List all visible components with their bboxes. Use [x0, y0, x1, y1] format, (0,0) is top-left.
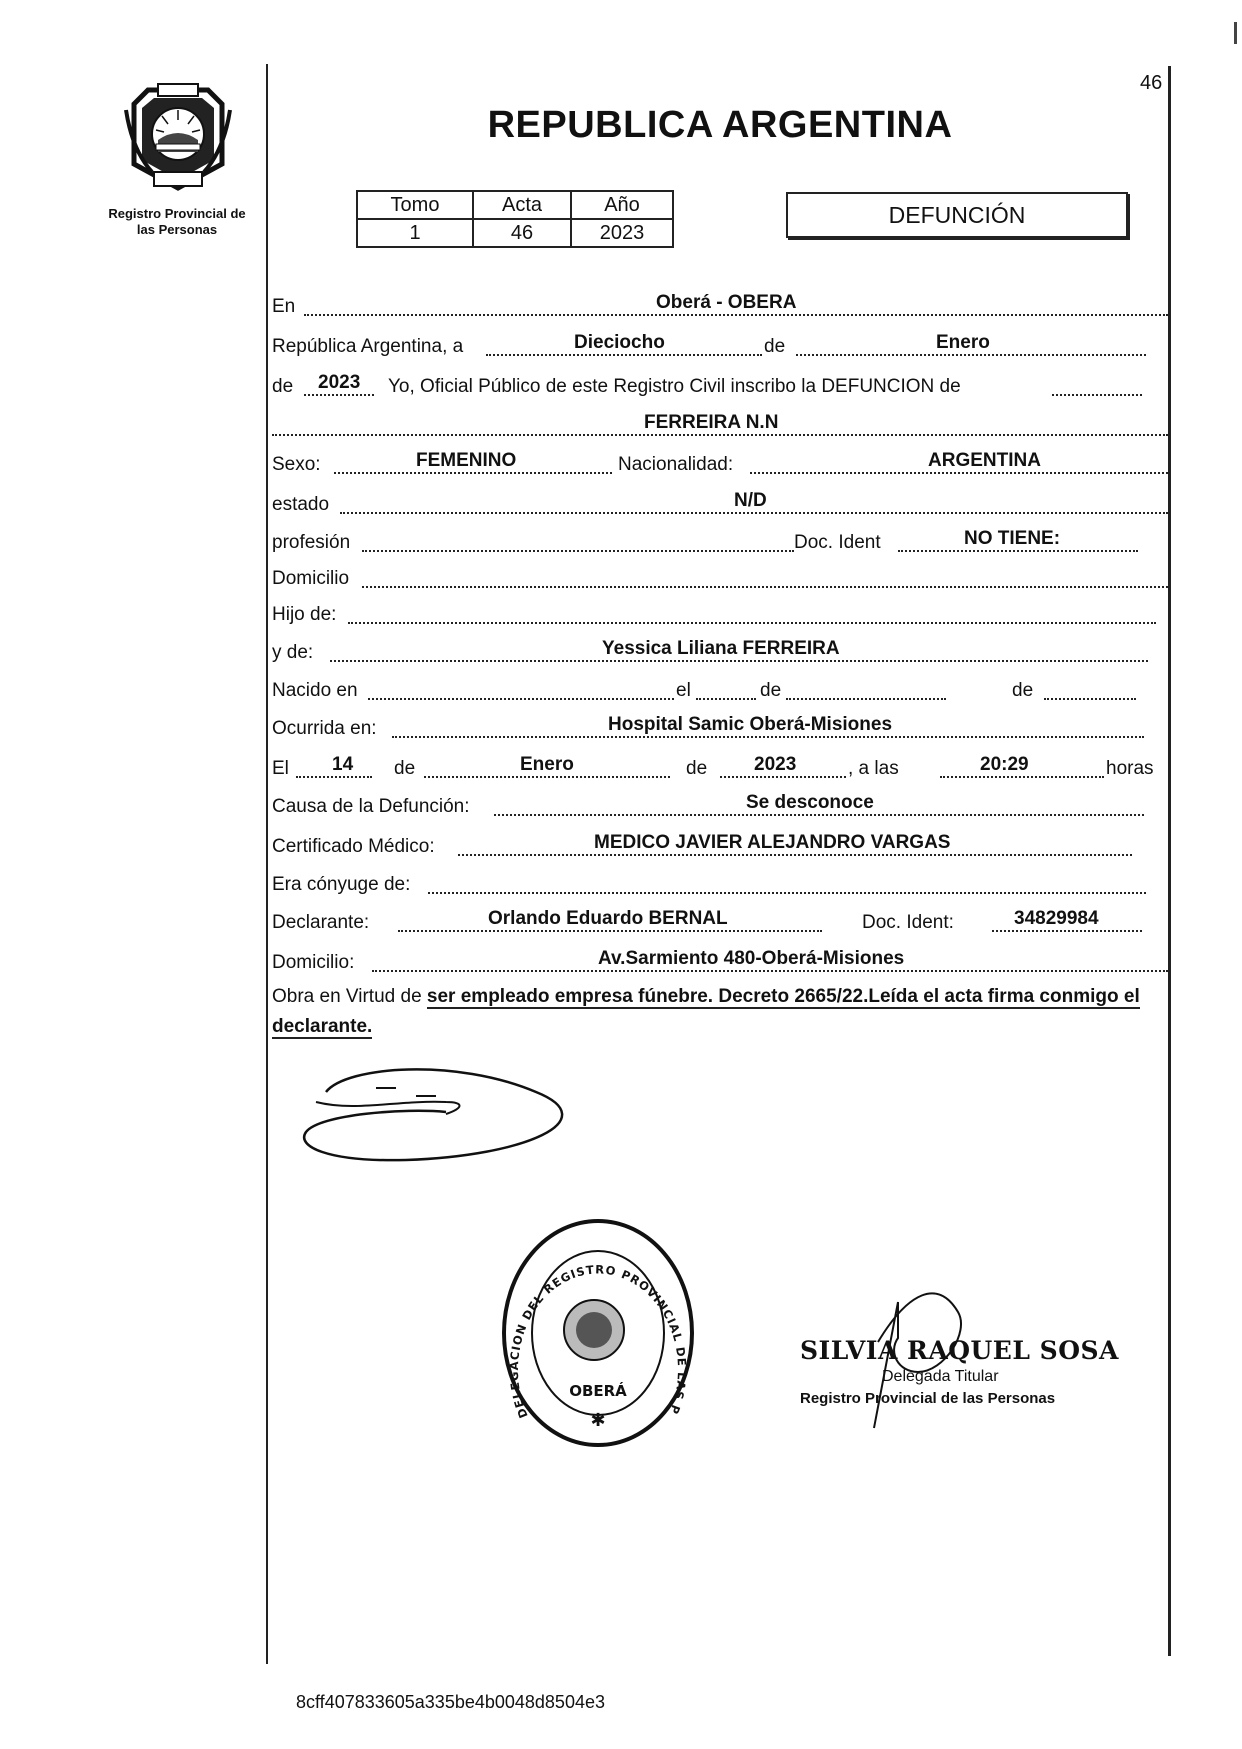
domicilio-declarante-value: Av.Sarmiento 480-Oberá-Misiones: [598, 948, 905, 969]
estado-label: estado: [272, 494, 330, 515]
acta-value: 46: [473, 219, 571, 247]
dotted-line: [348, 622, 1156, 624]
obra-prefix: Obra en Virtud de: [272, 986, 422, 1007]
row-conyuge: [272, 862, 1170, 896]
signer-title: Delegada Titular: [882, 1368, 999, 1385]
row-nacido: [272, 668, 1170, 702]
nacionalidad-value: ARGENTINA: [928, 450, 1041, 471]
dotted-line: [696, 698, 756, 700]
declarante-value: Orlando Eduardo BERNAL: [488, 908, 728, 929]
dotted-line: [362, 550, 794, 552]
official-stamp: [498, 1216, 698, 1450]
sexo-value: FEMENINO: [416, 450, 517, 471]
day-words: Dieciocho: [574, 332, 665, 353]
de-label: de: [760, 680, 782, 701]
row-deceased: [272, 404, 1170, 438]
tomo-header: Tomo: [357, 191, 473, 219]
y-de-label: y de:: [272, 642, 314, 663]
domicilio-label: Domicilio: [272, 568, 350, 589]
svg-text:✱: ✱: [590, 1410, 606, 1430]
page-number: 46: [1140, 72, 1163, 94]
ocurrida-value: Hospital Samic Oberá-Misiones: [608, 714, 893, 735]
el-label: El: [272, 758, 289, 779]
tomo-value: 1: [357, 219, 473, 247]
horas-label: horas: [1106, 758, 1154, 779]
declarant-signature: [286, 1052, 626, 1182]
dotted-line: [494, 814, 1144, 816]
row-republica: [272, 324, 1170, 358]
document-title: REPUBLICA ARGENTINA: [487, 104, 953, 146]
dotted-line: [720, 776, 846, 778]
certificado-value: MEDICO JAVIER ALEJANDRO VARGAS: [594, 832, 951, 853]
row-profesion: [272, 520, 1170, 554]
estado-value: N/D: [734, 490, 767, 511]
dotted-line: [372, 970, 1168, 972]
el-label: el: [676, 680, 691, 701]
en-label: En: [272, 296, 296, 317]
dotted-line: [458, 854, 1132, 856]
doc-ident-value: NO TIENE:: [964, 528, 1061, 549]
dotted-line: [398, 930, 822, 932]
declarante-label: Declarante:: [272, 912, 370, 933]
dotted-line: [486, 354, 762, 356]
document-type-box: DEFUNCIÓN: [786, 192, 1128, 238]
domicilio-declarante-label: Domicilio:: [272, 952, 355, 973]
provincial-logo: [118, 80, 238, 196]
profesion-label: profesión: [272, 532, 351, 553]
acta-header: Acta: [473, 191, 571, 219]
signer-org: Registro Provincial de las Personas: [800, 1390, 1056, 1407]
row-domicilio: [272, 556, 1170, 590]
registry-caption-line2: las Personas: [136, 222, 218, 237]
deceased-name: FERREIRA N.N: [644, 412, 779, 433]
dotted-line: [1052, 394, 1142, 396]
de-label: de: [686, 758, 708, 779]
row-year: [272, 364, 1170, 398]
anio-value: 2023: [571, 219, 673, 247]
obra-text: ser empleado empresa fúnebre. Decreto 2665/22.Leída el acta firma conmigo el declarante.: [272, 986, 1140, 1037]
certificado-label: Certificado Médico:: [272, 836, 435, 857]
dotted-line: [1044, 698, 1136, 700]
dotted-line: [304, 314, 1168, 316]
dotted-line: [334, 472, 612, 474]
stamp-city: OBERÁ: [569, 1382, 627, 1400]
conyuge-label: Era cónyuge de:: [272, 874, 411, 895]
month-value: Enero: [936, 332, 990, 353]
row-certificado: [272, 824, 1170, 858]
document-hash: 8cff407833605a335be4b0048d8504e3: [296, 1692, 605, 1712]
causa-label: Causa de la Defunción:: [272, 796, 470, 817]
row-ocurrida: [272, 706, 1170, 740]
anio-header: Año: [571, 191, 673, 219]
stamp-ring-text: DELEGACION DEL REGISTRO PROVINCIAL DE LAS P: [506, 1262, 690, 1421]
nacionalidad-label: Nacionalidad:: [618, 454, 734, 475]
dotted-line: [368, 698, 674, 700]
dotted-line: [750, 472, 1168, 474]
de-label: de: [764, 336, 786, 357]
republica-label: República Argentina, a: [272, 336, 464, 357]
dotted-line: [272, 434, 1168, 436]
de-label: de: [272, 376, 294, 397]
de-label: de: [394, 758, 416, 779]
row-y-de: [272, 630, 1170, 664]
dotted-line: [796, 354, 1146, 356]
dotted-line: [786, 698, 946, 700]
death-day: 14: [332, 754, 354, 775]
row-estado: [272, 482, 1170, 516]
dotted-line: [304, 394, 374, 396]
dotted-line: [940, 776, 1104, 778]
scan-edge-mark: [1234, 22, 1237, 44]
left-margin-line: [266, 64, 268, 1664]
doc-ident-label: Doc. Ident: [794, 532, 881, 553]
dotted-line: [340, 512, 1168, 514]
sexo-label: Sexo:: [272, 454, 321, 475]
nacido-label: Nacido en: [272, 680, 358, 701]
hijo-label: Hijo de:: [272, 604, 337, 625]
row-domicilio-declarante: [272, 940, 1170, 974]
dotted-line: [428, 892, 1146, 894]
row-en: [272, 284, 1170, 318]
dotted-line: [424, 776, 670, 778]
year-value: 2023: [318, 372, 361, 393]
causa-value: Se desconoce: [746, 792, 874, 813]
death-time: 20:29: [980, 754, 1029, 775]
row-death-date: [272, 746, 1170, 780]
tomo-acta-anio-table: [356, 190, 674, 248]
yo-text: Yo, Oficial Público de este Registro Civil inscribo la DEFUNCION de: [388, 376, 961, 397]
obra-en-virtud-paragraph: [272, 982, 1172, 1042]
death-year: 2023: [754, 754, 797, 775]
registry-caption: [92, 206, 262, 238]
en-value: Oberá - OBERA: [656, 292, 797, 313]
dotted-line: [330, 660, 1148, 662]
dotted-line: [296, 776, 372, 778]
declarante-doc-value: 34829984: [1014, 908, 1099, 929]
row-hijo: [272, 592, 1170, 626]
registry-caption-line1: Registro Provincial de: [108, 206, 246, 221]
row-sexo: [272, 442, 1170, 476]
row-causa: [272, 784, 1170, 818]
mother-name: Yessica Liliana FERREIRA: [602, 638, 840, 659]
ocurrida-label: Ocurrida en:: [272, 718, 377, 739]
signer-name: SILVIA RAQUEL SOSA: [800, 1336, 1119, 1365]
row-declarante: [272, 900, 1170, 934]
dotted-line: [362, 586, 1168, 588]
declarante-doc-label: Doc. Ident:: [862, 912, 954, 933]
a-las-label: , a las: [848, 758, 899, 779]
dotted-line: [898, 550, 1138, 552]
de-label-2: de: [1012, 680, 1034, 701]
dotted-line: [992, 930, 1142, 932]
death-month: Enero: [520, 754, 574, 775]
dotted-line: [392, 736, 1144, 738]
